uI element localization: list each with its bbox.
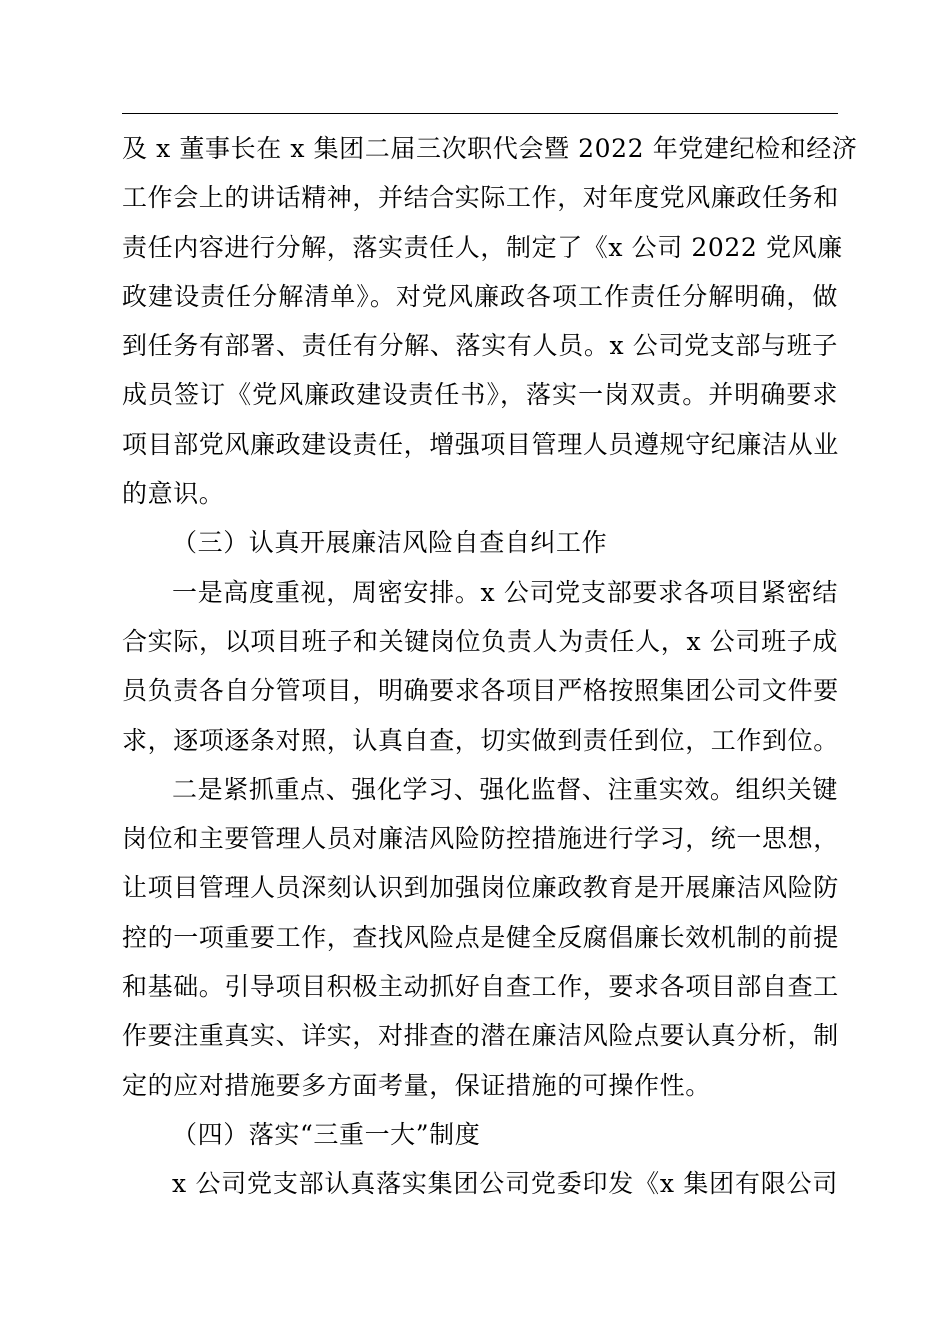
body-line: 项目部党风廉政建设责任，增强项目管理人员遵规守纪廉洁从业 [122, 429, 839, 459]
document-body [122, 124, 858, 1209]
body-line: 政建设责任分解清单》。对党风廉政各项工作责任分解明确，做 [122, 281, 838, 311]
header-rule [122, 113, 838, 114]
body-line: 让项目管理人员深刻认识到加强岗位廉政教育是开展廉洁风险防 [122, 873, 839, 903]
body-line: x 公司党支部认真落实集团公司党委印发《x 集团有限公司 [172, 1169, 838, 1199]
body-line: 到任务有部署、责任有分解、落实有人员。x 公司党支部与班子 [122, 331, 838, 361]
body-line: 一是高度重视，周密安排。x 公司党支部要求各项目紧密结 [172, 577, 838, 607]
body-line: 二是紧抓重点、强化学习、强化监督、注重实效。组织关键 [172, 774, 838, 804]
body-line: 的意识。 [122, 479, 225, 509]
section-heading: （三）认真开展廉洁风险自查自纠工作 [172, 528, 608, 558]
body-line: 定的应对措施要多方面考量，保证措施的可操作性。 [122, 1070, 711, 1100]
section-heading: （四）落实“三重一大”制度 [172, 1119, 481, 1149]
body-line: 求，逐项逐条对照，认真自查，切实做到责任到位，工作到位。 [122, 725, 839, 755]
body-line: 作要注重真实、详实，对排查的潜在廉洁风险点要认真分析，制 [122, 1021, 839, 1051]
body-line: 岗位和主要管理人员对廉洁风险防控措施进行学习，统一思想， [122, 824, 839, 854]
body-line: 合实际，以项目班子和关键岗位负责人为责任人，x 公司班子成 [122, 626, 838, 656]
body-line: 员负责各自分管项目，明确要求各项目严格按照集团公司文件要 [122, 676, 839, 706]
body-line: 成员签订《党风廉政建设责任书》，落实一岗双责。并明确要求 [122, 380, 838, 410]
body-line: 和基础。引导项目积极主动抓好自查工作，要求各项目部自查工 [122, 972, 839, 1002]
body-line: 控的一项重要工作，查找风险点是健全反腐倡廉长效机制的前提 [122, 922, 839, 952]
body-line: 工作会上的讲话精神，并结合实际工作，对年度党风廉政任务和 [122, 183, 839, 213]
body-line: 责任内容进行分解，落实责任人，制定了《x 公司 2022 党风廉 [122, 232, 843, 262]
body-line: 及 x 董事长在 x 集团二届三次职代会暨 2022 年党建纪检和经济 [122, 134, 858, 163]
